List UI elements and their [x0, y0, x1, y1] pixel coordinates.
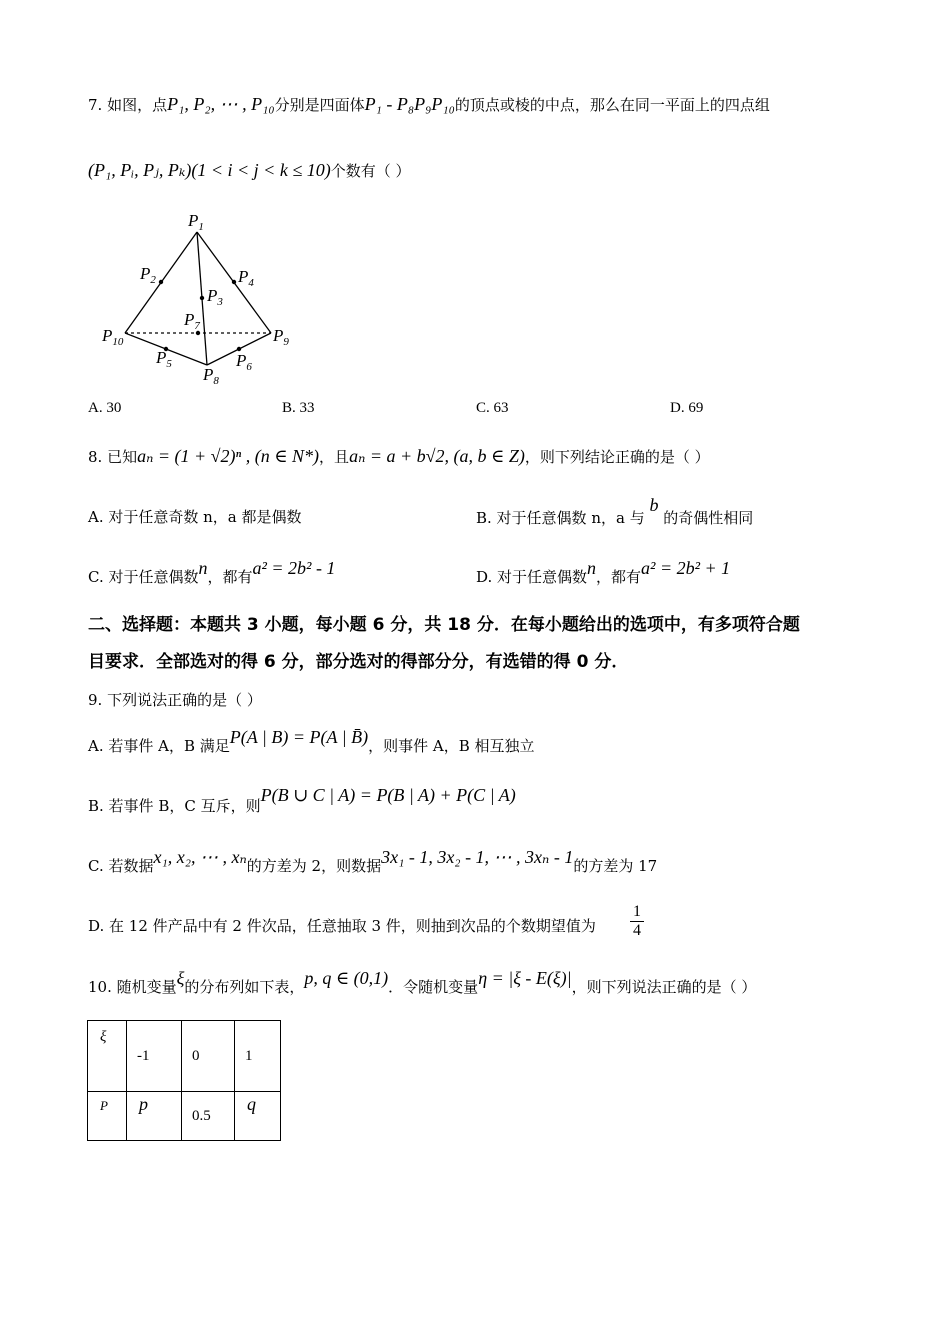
q10-mid1: 的分布列如下表， — [184, 978, 305, 996]
q-value: q — [247, 1094, 256, 1114]
q8-an-form: aₙ = a + b√2, (a, b ∈ Z) — [349, 446, 525, 466]
q9-optd-text: D. 在 12 件产品中有 2 件次品，任意抽取 3 件，则抽到次品的个数期望值为 — [88, 917, 596, 935]
q7-line1 — [88, 94, 770, 115]
q7-tetra: P₁ - P₈P₉P₁₀ — [364, 94, 455, 114]
q7-option-c: C. 63 — [476, 400, 509, 416]
section2-line1: 二、选择题：本题共 3 小题，每小题 6 分，共 18 分．在每小题给出的选项中，有多项符合题 — [88, 615, 800, 635]
label-p10: $P_{10}$ — [102, 326, 124, 348]
q8-optc-text: C. 对于任意偶数 — [88, 568, 199, 586]
q8-optd-mid: ，都有 — [596, 568, 642, 586]
q8-optd-eq: a² = 2b² + 1 — [641, 558, 731, 578]
q10-suffix: ，则下列说法正确的是（ ） — [571, 978, 757, 996]
fraction-denominator: 4 — [630, 921, 644, 940]
q8-option-b — [476, 495, 754, 528]
q10-mid2: ．令随机变量 — [388, 978, 479, 996]
label-p2: $P_2$ — [140, 264, 156, 286]
label-p8: $P_8$ — [203, 365, 219, 387]
q9-optc-mid: 的方差为 2，则数据 — [246, 857, 382, 875]
q9-optc-x: x₁, x₂, ⋯ , xₙ — [153, 847, 247, 867]
q8-optd-n: n — [587, 558, 597, 578]
q8-stem — [88, 446, 710, 467]
table-cell — [88, 1021, 127, 1092]
table-cell: 1 — [235, 1021, 281, 1092]
table-row — [88, 1021, 281, 1092]
label-p1: $P_1$ — [188, 211, 204, 233]
label-p3: $P_3$ — [207, 286, 223, 308]
label-p7: $P_7$ — [184, 310, 200, 332]
q8-option-d — [476, 558, 731, 587]
q9-opta-text: A. 若事件 A，B 满足 — [88, 737, 230, 755]
q8-optb-tail: 的奇偶性相同 — [663, 509, 754, 527]
label-p4: $P_4$ — [238, 267, 254, 289]
q9-optc-tail: 的方差为 17 — [573, 857, 658, 875]
q9-option-b — [88, 785, 516, 816]
tetrahedron-figure — [95, 205, 305, 390]
q9-optd-fraction — [630, 903, 644, 940]
q9-option-a — [88, 727, 535, 756]
table-row — [88, 1092, 281, 1141]
p-value: p — [139, 1094, 148, 1114]
q8-optc-mid: ，都有 — [207, 568, 253, 586]
q10-xi: ξ — [176, 968, 185, 988]
distribution-table — [87, 1020, 281, 1141]
q7-prefix: 7. 如图，点 — [88, 96, 168, 114]
q8-optc-n: n — [198, 558, 208, 578]
q8-optb-text: B. 对于任意偶数 n，a 与 — [476, 509, 645, 527]
q9-stem: 9. 下列说法正确的是（ ） — [88, 691, 262, 709]
label-p9: $P_9$ — [273, 326, 289, 348]
xi-header: ξ — [100, 1029, 107, 1045]
q9-opta-eq: P(A | B) = P(A | B̄) — [229, 727, 369, 747]
section2-line2: 目要求．全部选对的得 6 分，部分选对的得部分分，有选错的得 0 分． — [88, 652, 629, 672]
table-cell — [127, 1092, 182, 1141]
q8-an-def: aₙ = (1 + √2)ⁿ , (n ∈ N*) — [137, 446, 320, 466]
q9-option-c — [88, 847, 658, 876]
q9-optb-text: B. 若事件 B，C 互斥，则 — [88, 797, 261, 815]
q10-prefix: 10. 随机变量 — [88, 978, 177, 996]
table-cell: 0.5 — [182, 1092, 235, 1141]
q7-option-b: B. 33 — [282, 400, 315, 416]
table-cell: -1 — [127, 1021, 182, 1092]
q7-points: P₁, P₂, ⋯ , P₁₀ — [167, 94, 275, 114]
table-cell: 0 — [182, 1021, 235, 1092]
q8-option-a: A. 对于任意奇数 n，a 都是偶数 — [88, 508, 302, 526]
q10-eta: η = |ξ - E(ξ)| — [478, 968, 572, 988]
table-cell — [88, 1092, 127, 1141]
q7-suffix: 的顶点或棱的中点，那么在同一平面上的四点组 — [454, 96, 770, 114]
p-header: P — [100, 1098, 108, 1113]
q7-option-d: D. 69 — [670, 400, 704, 416]
q7-line2 — [88, 160, 410, 181]
q7-mid: 分别是四面体 — [274, 96, 365, 114]
q8-optd-text: D. 对于任意偶数 — [476, 568, 588, 586]
table-cell — [235, 1092, 281, 1141]
q7-option-a: A. 30 — [88, 400, 122, 416]
q10-stem — [88, 968, 757, 997]
q9-optb-eq: P(B ∪ C | A) = P(B | A) + P(C | A) — [260, 785, 516, 805]
q7-tuple: (P₁, Pᵢ, Pⱼ, Pₖ)(1 < i < j < k ≤ 10) — [88, 160, 331, 180]
q8-option-c — [88, 558, 336, 587]
q10-pq: p, q ∈ (0,1) — [304, 968, 389, 988]
q9-opta-tail: ，则事件 A，B 相互独立 — [368, 737, 535, 755]
q8-prefix: 8. 已知 — [88, 448, 138, 466]
q7-tail: 个数有（ ） — [330, 162, 411, 180]
q9-optc-y: 3x₁ - 1, 3x₂ - 1, ⋯ , 3xₙ - 1 — [381, 847, 574, 867]
q8-mid: ，且 — [319, 448, 350, 466]
label-p5: $P_5$ — [156, 348, 172, 370]
q8-optc-eq: a² = 2b² - 1 — [252, 558, 336, 578]
q8-suffix: ，则下列结论正确的是（ ） — [524, 448, 710, 466]
q8-optb-b: b — [649, 495, 659, 515]
q9-option-d — [88, 916, 596, 936]
label-p6: $P_6$ — [236, 351, 252, 373]
q9-optc-text: C. 若数据 — [88, 857, 154, 875]
fraction-numerator: 1 — [633, 903, 641, 920]
